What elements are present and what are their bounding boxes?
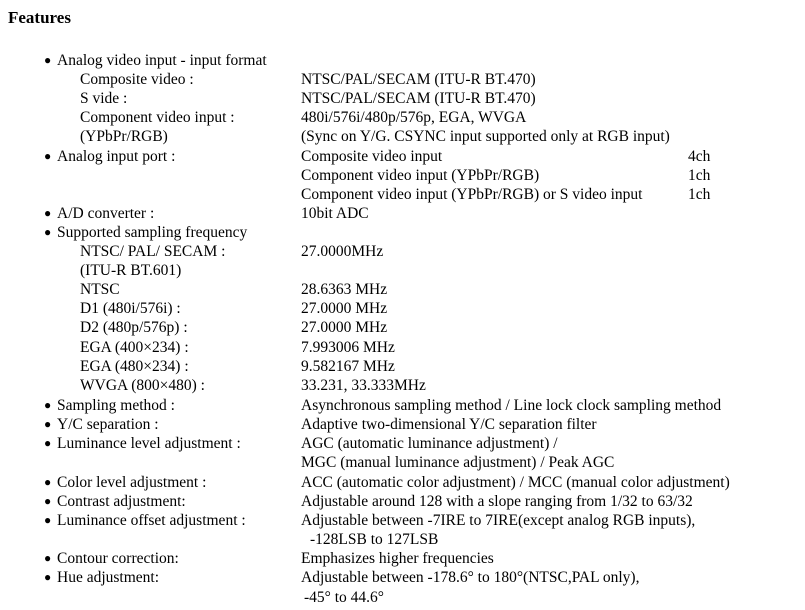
feature-label: Sampling method : <box>57 397 175 414</box>
feature-label: Supported sampling frequency <box>57 224 248 241</box>
sub-label: Composite video : <box>80 71 194 88</box>
feature-value: ACC (automatic color adjustment) / MCC (manual color adjustment) <box>301 474 730 491</box>
feature-value: 10bit ADC <box>301 205 369 222</box>
bullet-icon: ● <box>44 417 52 431</box>
sub-label: NTSC/ PAL/ SECAM : <box>80 243 226 260</box>
channel-count: 1ch <box>688 167 711 184</box>
feature-value: AGC (automatic luminance adjustment) / <box>301 435 558 452</box>
feature-label: Analog input port : <box>57 148 176 165</box>
bullet-icon: ● <box>44 225 52 239</box>
feature-value: Asynchronous sampling method / Line lock clock sampling method <box>301 397 722 414</box>
sub-label: D2 (480p/576p) : <box>80 319 188 336</box>
feature-label: Analog video input - input format <box>57 52 267 69</box>
feature-value: Adaptive two-dimensional Y/C separation filter <box>301 416 597 433</box>
feature-value: -45° to 44.6° <box>304 589 384 606</box>
feature-value: MGC (manual luminance adjustment) / Peak AGC <box>301 454 615 471</box>
sub-label: S vide : <box>80 90 128 107</box>
sub-label: WVGA (800×480) : <box>80 377 205 394</box>
bullet-icon: ● <box>44 513 52 527</box>
feature-label: Luminance level adjustment : <box>57 435 241 452</box>
feature-value: 7.993006 MHz <box>301 339 395 356</box>
feature-value: Component video input (YPbPr/RGB) <box>301 167 540 184</box>
feature-value: (Sync on Y/G. CSYNC input supported only at RGB input) <box>301 128 670 145</box>
feature-label: Contrast adjustment: <box>57 493 186 510</box>
feature-label: Y/C separation : <box>57 416 159 433</box>
sub-label: (YPbPr/RGB) <box>80 128 168 145</box>
channel-count: 4ch <box>688 148 711 165</box>
feature-label: A/D converter : <box>57 205 155 222</box>
sub-label: NTSC <box>80 281 120 298</box>
feature-value: Adjustable between -178.6° to 180°(NTSC,PAL only), <box>301 569 640 586</box>
bullet-icon: ● <box>44 206 52 220</box>
bullet-icon: ● <box>44 570 52 584</box>
feature-value: 27.0000 MHz <box>301 300 388 317</box>
feature-value: 27.0000 MHz <box>301 319 388 336</box>
feature-value: Component video input (YPbPr/RGB) or S video input <box>301 186 643 203</box>
feature-value: NTSC/PAL/SECAM (ITU-R BT.470) <box>301 90 536 107</box>
feature-label: Hue adjustment: <box>57 569 160 586</box>
feature-value: 28.6363 MHz <box>301 281 388 298</box>
feature-label: Color level adjustment : <box>57 474 207 491</box>
feature-value: 33.231, 33.333MHz <box>301 377 426 394</box>
page-title: Features <box>8 8 71 27</box>
sub-label: Component video input : <box>80 109 235 126</box>
feature-value: 480i/576i/480p/576p, EGA, WVGA <box>301 109 527 126</box>
feature-value: Adjustable between -7IRE to 7IRE(except analog RGB inputs), <box>301 512 696 529</box>
bullet-icon: ● <box>44 475 52 489</box>
feature-value: Emphasizes higher frequencies <box>301 550 494 567</box>
sub-label: (ITU-R BT.601) <box>80 262 182 279</box>
bullet-icon: ● <box>44 436 52 450</box>
feature-value: Adjustable around 128 with a slope ranging from 1/32 to 63/32 <box>301 493 693 510</box>
bullet-icon: ● <box>44 149 52 163</box>
feature-label: Contour correction: <box>57 550 179 567</box>
feature-value: -128LSB to 127LSB <box>310 531 439 548</box>
sub-label: EGA (400×234) : <box>80 339 189 356</box>
bullet-icon: ● <box>44 551 52 565</box>
feature-value: Composite video input <box>301 148 443 165</box>
bullet-icon: ● <box>44 494 52 508</box>
bullet-icon: ● <box>44 53 52 67</box>
sub-label: EGA (480×234) : <box>80 358 189 375</box>
feature-value: NTSC/PAL/SECAM (ITU-R BT.470) <box>301 71 536 88</box>
feature-value: 27.0000MHz <box>301 243 384 260</box>
bullet-icon: ● <box>44 398 52 412</box>
feature-value: 9.582167 MHz <box>301 358 395 375</box>
sub-label: D1 (480i/576i) : <box>80 300 181 317</box>
channel-count: 1ch <box>688 186 711 203</box>
feature-label: Luminance offset adjustment : <box>57 512 246 529</box>
